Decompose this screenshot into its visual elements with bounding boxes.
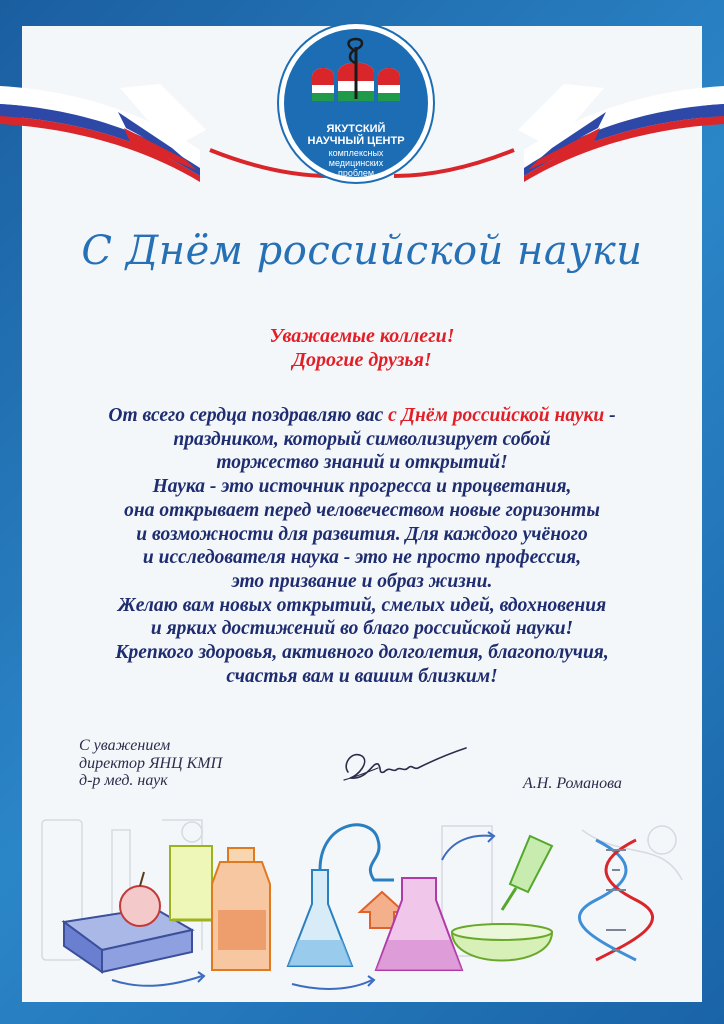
dropper-icon	[502, 836, 552, 910]
body-line-1	[40, 404, 684, 428]
signature-position: директор ЯНЦ КМП	[79, 754, 223, 772]
handwritten-signature	[338, 742, 468, 792]
test-tube-rack-icon	[170, 846, 212, 920]
page-title: С Днём российской науки	[81, 228, 643, 274]
greeting-line-1: Уважаемые коллеги!	[269, 325, 455, 347]
body-line-6: и возможности для развития. Для каждого учёного	[136, 523, 588, 545]
body-line-1-start: От всего сердца поздравляю вас	[108, 405, 389, 426]
body-line-7: и исследователя наука - это не просто профессия,	[142, 547, 582, 569]
signatory-name: А.Н. Романова	[523, 775, 622, 792]
logo-line-5: проблем	[337, 168, 375, 178]
logo-line-4: медицинских	[328, 158, 384, 168]
apple-icon	[120, 872, 160, 926]
greeting-line-2: Дорогие друзья!	[292, 349, 432, 371]
science-illustration	[22, 800, 702, 1000]
left-ribbon	[0, 84, 206, 182]
body-line-8: это призвание и образ жизни.	[231, 570, 493, 592]
body-line-10: и ярких достижений во благо российской науки!	[150, 618, 574, 640]
congratulation-text	[40, 404, 684, 688]
logo-line-3: комплексных	[328, 148, 384, 158]
signature-regards: С уважением	[79, 737, 171, 754]
signature-degree: д-р мед. наук	[79, 772, 168, 789]
body-line-2: праздником, который символизирует собой	[173, 428, 551, 450]
institute-logo	[279, 24, 433, 182]
body-line-9: Желаю вам новых открытий, смелых идей, вдохновения	[117, 594, 607, 616]
right-ribbon	[518, 84, 724, 182]
body-line-12: счастья вам и вашим близким!	[226, 665, 498, 687]
logo-emblem-icon	[284, 29, 428, 129]
body-line-3: торжество знаний и открытий!	[216, 452, 508, 474]
dna-icon	[579, 840, 652, 960]
logo-line-1: ЯКУТСКИЙ	[326, 123, 386, 135]
logo-line-2: НАУЧНЫЙ ЦЕНТР	[307, 135, 405, 147]
body-line-5: она открывает перед человечеством новые горизонты	[124, 499, 600, 521]
bowl-icon	[452, 924, 552, 961]
body-line-1-end: -	[604, 405, 616, 426]
medicine-bottle-icon	[212, 848, 270, 970]
body-line-4: Наука - это источник прогресса и процветания,	[152, 476, 572, 498]
body-line-1-highlight: с Днём российской науки	[388, 405, 605, 426]
body-line-11: Крепкого здоровья, активного долголетия, благополучия,	[115, 642, 609, 664]
signature-block	[79, 737, 222, 790]
